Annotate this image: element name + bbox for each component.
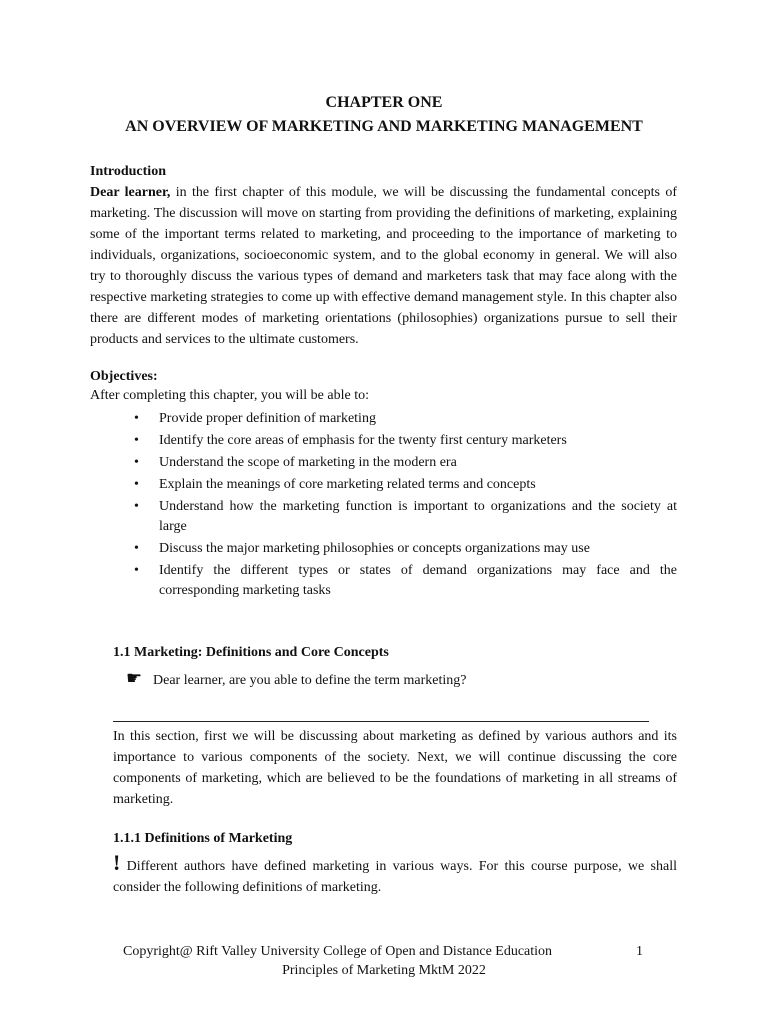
objective-item [90,475,677,495]
objective-item [90,561,677,601]
section-1-1-1-block [113,850,677,898]
bullet-icon: • [134,563,139,578]
chapter-subtitle: AN OVERVIEW OF MARKETING AND MARKETING MANAGEMENT [125,118,643,135]
objectives-intro: After completing this chapter, you will be able to: [90,388,369,403]
footer-page-number: 1 [636,944,643,959]
introduction-paragraph [90,182,677,350]
footer-course: Principles of Marketing MktM 2022 [282,963,486,978]
pointing-hand-icon: ☛ [126,668,143,688]
introduction-text: in the first chapter of this module, we will be discussing the fundamental concepts of marketing. The discussion will move on starting from providing the definitions of marketing, explaining some of the important terms related to marketing, and proceeding to the importance of marketing to individuals, organizations, socioeconomic system, and to the global economy in general. We will also try to thoroughly discuss the various types of demand and marketers task that may face along with the respective marketing strategies to come up with effective demand management style. In this chapter also there are different modes of marketing orientations (philosophies) organizations pursue to sell their products and services to the ultimate customers. [90,185,677,347]
introduction-lead: Dear learner, [90,185,171,200]
exclamation-icon: ! [113,850,121,875]
bullet-icon: • [134,477,139,492]
section-1-1-1-heading: 1.1.1 Definitions of Marketing [113,831,293,846]
chapter-number-title: CHAPTER ONE [325,94,443,111]
section-1-1-1-text: Different authors have defined marketing in various ways. For this course purpose, we shall consider the following definitions of marketing. [113,859,677,895]
objectives-list-block [90,409,677,603]
footer-copyright: Copyright@ Rift Valley University College of Open and Distance Education [123,944,553,959]
bullet-icon: • [134,411,139,426]
objective-text: Understand how the marketing function is important to organizations and the society at large [159,499,677,534]
objective-item [90,539,677,559]
divider-line [113,721,649,722]
objectives-list [90,409,677,601]
section-1-1-block [113,726,677,810]
objective-item [90,453,677,473]
bullet-icon: • [134,541,139,556]
introduction-heading: Introduction [90,164,166,179]
section-1-1-heading: 1.1 Marketing: Definitions and Core Concepts [113,645,389,660]
objective-text: Discuss the major marketing philosophies or concepts organizations may use [159,541,590,556]
objective-item [90,409,677,429]
bullet-icon: • [134,433,139,448]
objectives-heading: Objectives: [90,369,158,384]
objective-text: Understand the scope of marketing in the modern era [159,455,457,470]
bullet-icon: • [134,455,139,470]
introduction-block [90,182,677,350]
section-1-1-paragraph: In this section, first we will be discussing about marketing as defined by various authors and its importance to various components of the society. Next, we will continue discussing the core components of marketing, which are believed to be the foundations of marketing in all streams of marketing. [113,729,677,807]
objective-text: Provide proper definition of marketing [159,411,376,426]
objective-item [90,431,677,451]
section-1-1-1-paragraph [113,850,677,898]
objective-text: Explain the meanings of core marketing related terms and concepts [159,477,536,492]
section-1-1-question: Dear learner, are you able to define the term marketing? [153,673,467,688]
bullet-icon: • [134,499,139,514]
objective-item [90,497,677,537]
objective-text: Identify the different types or states of demand organizations may face and the corresponding marketing tasks [159,563,677,598]
objective-text: Identify the core areas of emphasis for the twenty first century marketers [159,433,567,448]
